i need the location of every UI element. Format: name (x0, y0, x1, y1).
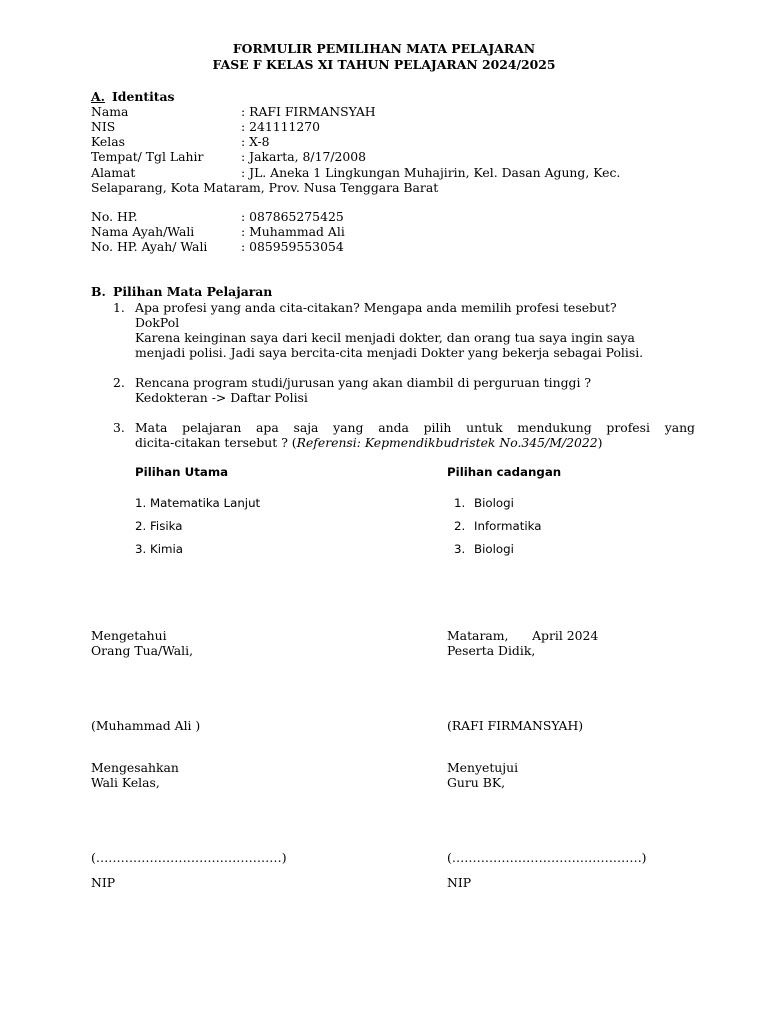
q1-number: 1. (113, 300, 125, 315)
sig-mengetahui: Mengetahui (91, 628, 167, 643)
field-value-kelas: : X-8 (241, 134, 270, 149)
sig-guru-bk-name: (……………………………………….) (447, 850, 647, 865)
sig-student-name: (RAFI FIRMANSYAH) (447, 718, 584, 733)
section-a-letter: A. (91, 89, 105, 104)
field-value-ayah: : Muhammad Ali (241, 224, 345, 239)
q2-answer: Kedokteran -> Daftar Polisi (135, 390, 308, 405)
sig-peserta-didik: Peserta Didik, (447, 643, 536, 658)
pilihan-cadangan-num-2: 2. (454, 519, 466, 533)
pilihan-cadangan-item-1: Biologi (474, 496, 514, 510)
sig-mengesahkan: Mengesahkan (91, 760, 179, 775)
pilihan-cadangan-item-3: Biologi (474, 542, 514, 556)
sig-wali-kelas-name: (………………………………………) (91, 850, 287, 865)
q1-answer-line3: menjadi polisi. Jadi saya bercita-cita menjadi Dokter yang bekerja sebagai Polisi. (135, 345, 644, 360)
field-label-nis: NIS (91, 119, 116, 134)
form-title-line2: FASE F KELAS XI TAHUN PELAJARAN 2024/2025 (212, 57, 556, 72)
pilihan-utama-item-2: 2. Fisika (135, 519, 183, 533)
sig-guru-bk-nip: NIP (447, 875, 472, 890)
section-a-heading: Identitas (112, 89, 175, 104)
field-value-alamat: : JL. Aneka 1 Lingkungan Muhajirin, Kel. Dasan Agung, Kec. (241, 165, 621, 180)
field-label-ttl: Tempat/ Tgl Lahir (91, 149, 204, 164)
pilihan-cadangan-heading: Pilihan cadangan (447, 465, 562, 479)
field-label-hp-ayah: No. HP. Ayah/ Wali (91, 239, 208, 254)
pilihan-utama-item-3: 3. Kimia (135, 542, 184, 556)
sig-parent-name: (Muhammad Ali ) (91, 718, 201, 733)
field-value-nis: : 241111270 (241, 119, 321, 134)
sig-orang-tua: Orang Tua/Wali, (91, 643, 194, 658)
section-b-letter: B. (91, 284, 106, 299)
sig-guru-bk: Guru BK, (447, 775, 506, 790)
q2-question: Rencana program studi/jurusan yang akan diambil di perguruan tinggi ? (135, 375, 592, 390)
field-label-ayah: Nama Ayah/Wali (91, 224, 195, 239)
field-label-alamat: Alamat (91, 165, 136, 180)
pilihan-cadangan-item-2: Informatika (474, 519, 542, 533)
pilihan-cadangan-num-1: 1. (454, 496, 466, 510)
q2-number: 2. (113, 375, 125, 390)
pilihan-cadangan-num-3: 3. (454, 542, 466, 556)
q1-answer-line1: DokPol (135, 315, 180, 330)
field-value-ttl: : Jakarta, 8/17/2008 (241, 149, 367, 164)
pilihan-utama-heading: Pilihan Utama (135, 465, 229, 479)
q1-answer-line2: Karena keinginan saya dari kecil menjadi dokter, dan orang tua saya ingin saya (135, 330, 635, 345)
field-label-kelas: Kelas (91, 134, 125, 149)
field-label-nama: Nama (91, 104, 129, 119)
sig-menyetujui: Menyetujui (447, 760, 519, 775)
field-value-hp: : 087865275425 (241, 209, 344, 224)
q1-question: Apa profesi yang anda cita-citakan? Mengapa anda memilih profesi tesebut? (135, 300, 617, 315)
field-label-hp: No. HP. (91, 209, 138, 224)
pilihan-utama-item-1: 1. Matematika Lanjut (135, 496, 261, 510)
sig-wali-kelas: Wali Kelas, (91, 775, 160, 790)
q3-question-line1: Mata pelajaran apa saja yang anda pilih untuk mendukung profesi yang (135, 420, 695, 435)
field-value-hp-ayah: : 085959553054 (241, 239, 344, 254)
sig-wali-kelas-nip: NIP (91, 875, 116, 890)
field-value-alamat-cont: Selaparang, Kota Mataram, Prov. Nusa Tenggara Barat (91, 180, 439, 195)
section-b-heading: Pilihan Mata Pelajaran (113, 284, 273, 299)
q3-line2-pre: dicita-citakan tersebut ? ( (135, 435, 297, 450)
q3-line2-post: ) (597, 435, 603, 450)
sig-place-date: Mataram, April 2024 (447, 628, 599, 643)
form-title-line1: FORMULIR PEMILIHAN MATA PELAJARAN (232, 41, 536, 56)
q3-number: 3. (113, 420, 125, 435)
q3-question-line2 (135, 435, 602, 450)
q3-reference: Referensi: Kepmendikbudristek No.345/M/2022 (296, 435, 598, 450)
field-value-nama: : RAFI FIRMANSYAH (241, 104, 376, 119)
